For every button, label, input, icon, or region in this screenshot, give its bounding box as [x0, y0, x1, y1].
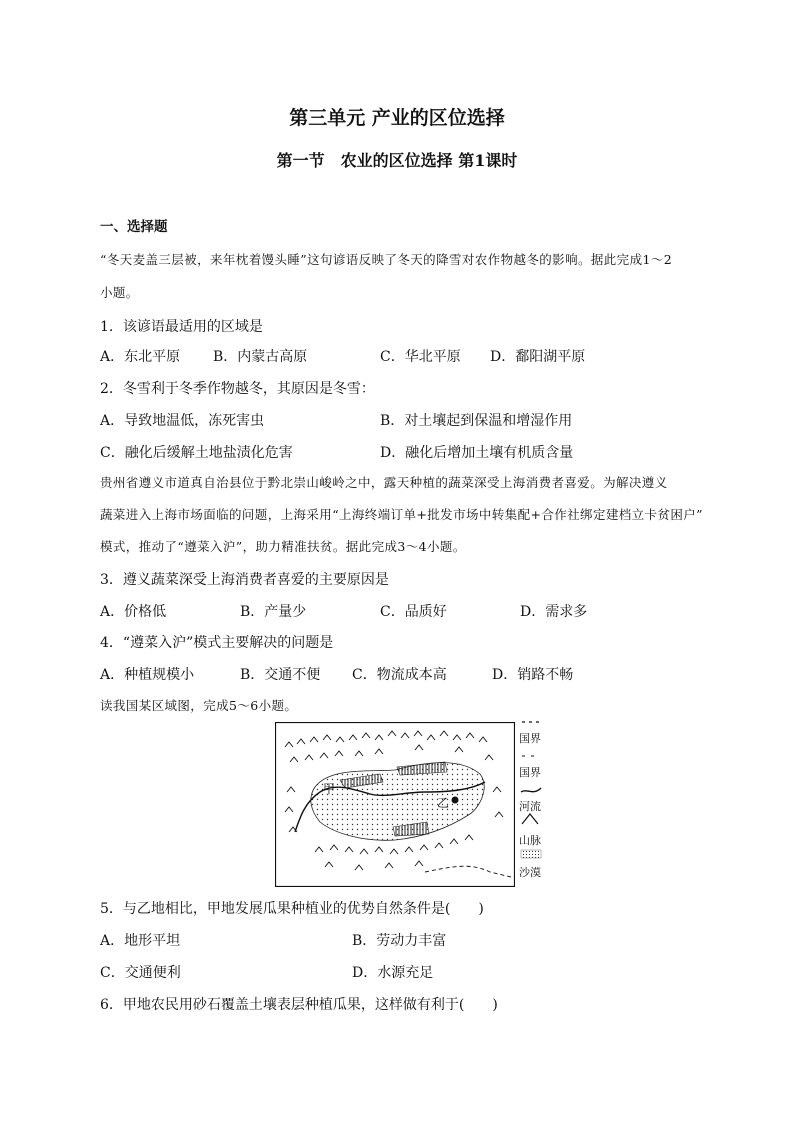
- question-3-option-a: A．价格低: [100, 604, 167, 620]
- material-2-line-2: 蔬菜进入上海市场面临的问题，上海采用“上海终端订单+批发市场中转集配+合作社绑定建档立卡贫困户”: [100, 507, 703, 522]
- question-2-option-a: A．导致地温低，冻死害虫: [100, 413, 265, 429]
- legend-item-3: 河流: [519, 800, 541, 813]
- question-5-option-c: C．交通便利: [100, 965, 181, 981]
- question-4-stem: 4．“遵菜入沪”模式主要解决的问题是: [100, 635, 334, 651]
- region-map-drawing: [275, 722, 515, 887]
- page-title: 第三单元 产业的区位选择: [289, 107, 505, 129]
- map-label-yi: 乙: [437, 796, 450, 810]
- region-map: [275, 722, 515, 887]
- material-1-line-2: 小题。: [100, 285, 139, 300]
- section-heading: 一、选择题: [100, 219, 168, 235]
- question-1-option-c: C．华北平原: [380, 349, 461, 365]
- material-3: 读我国某区域图，完成5～6小题。: [100, 698, 298, 713]
- question-5-option-a: A．地形平坦: [100, 933, 181, 949]
- question-3-option-d: D．需求多: [520, 604, 588, 620]
- question-1-option-a: A．东北平原: [100, 349, 181, 365]
- question-4-option-a: A．种植规模小: [100, 667, 195, 683]
- question-3-stem: 3．遵义蔬菜深受上海消费者喜爱的主要原因是: [100, 572, 389, 588]
- question-2-stem: 2．冬雪利于冬季作物越冬，其原因是冬雪：: [100, 381, 375, 397]
- legend-item-4: 山脉: [519, 834, 541, 847]
- question-4-option-b: B．交通不便: [240, 667, 321, 683]
- question-5-option-d: D．水源充足: [352, 965, 434, 981]
- map-legend: [519, 718, 549, 883]
- question-4-option-c: C．物流成本高: [352, 667, 447, 683]
- material-2-line-3: 模式，推动了“遵菜入沪”，助力精准扶贫。据此完成3～4小题。: [100, 539, 466, 554]
- question-2-option-d: D．融化后增加土壤有机质含量: [380, 445, 574, 461]
- legend-item-2: 国界: [519, 766, 541, 779]
- legend-item-5: 沙漠: [519, 866, 541, 879]
- material-1-line-1: “冬天麦盖三层被，来年枕着馒头睡”这句谚语反映了冬天的降雪对农作物越冬的影响。据此完成1～2: [100, 252, 673, 267]
- page-subtitle: 第一节 农业的区位选择 第1课时: [276, 151, 518, 170]
- question-5-option-b: B．劳动力丰富: [352, 933, 447, 949]
- question-1-option-b: B．内蒙古高原: [213, 349, 308, 365]
- question-3-option-b: B．产量少: [240, 604, 307, 620]
- material-2-line-1: 贵州省遵义市道真自治县位于黔北崇山峻岭之中，露天种植的蔬菜深受上海消费者喜爱。为解决遵义: [100, 475, 668, 490]
- legend-item-1: 国界: [519, 732, 541, 745]
- question-6-stem: 6．甲地农民用砂石覆盖土壤表层种植瓜果，这样做有利于( ): [100, 997, 498, 1013]
- question-5-stem: 5．与乙地相比，甲地发展瓜果种植业的优势自然条件是( ): [100, 901, 484, 917]
- question-4-option-d: D．销路不畅: [492, 667, 574, 683]
- question-1-stem: 1．该谚语最适用的区域是: [100, 319, 263, 335]
- question-1-option-d: D．鄱阳湖平原: [490, 349, 586, 365]
- map-label-jia: 甲: [323, 782, 336, 796]
- question-2-option-c: C．融化后缓解土地盐渍化危害: [100, 445, 293, 461]
- question-2-option-b: B．对土壤起到保温和增湿作用: [380, 413, 573, 429]
- question-3-option-c: C．品质好: [380, 604, 447, 620]
